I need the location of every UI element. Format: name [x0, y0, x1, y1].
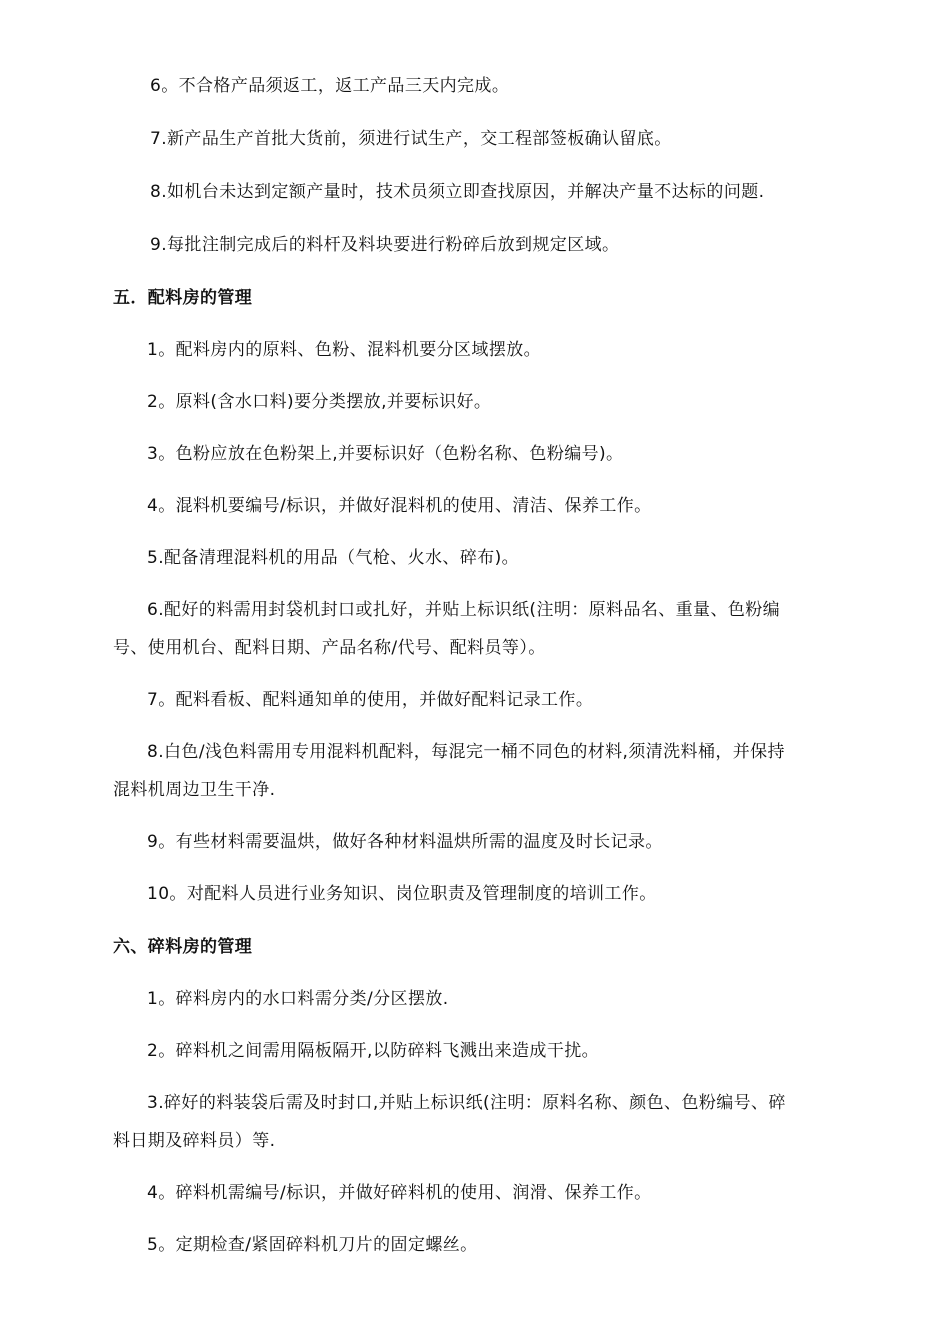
paragraph-5-3: 3。色粉应放在色粉架上,并要标识好（色粉名称、色粉编号)。	[147, 444, 624, 464]
paragraph-5-6-line-1: 6.配好的料需用封袋机封口或扎好，并贴上标识纸(注明：原料品名、重量、色粉编	[147, 600, 781, 620]
paragraph-5-5: 5.配备清理混料机的用品（气枪、火水、碎布)。	[147, 548, 520, 568]
paragraph-5-7: 7。配料看板、配料通知单的使用，并做好配料记录工作。	[147, 690, 594, 710]
paragraph-5-8-line-1: 8.白色/浅色料需用专用混料机配料，每混完一桶不同色的材料,须清洗料桶，并保持	[147, 742, 785, 762]
paragraph-6-3-line-2: 料日期及碎料员）等.	[113, 1131, 276, 1151]
paragraph-6-1: 1。碎料房内的水口料需分类/分区摆放.	[147, 989, 449, 1009]
section-5-heading: 五．配料房的管理	[113, 288, 253, 308]
paragraph-5-9: 9。有些材料需要温烘，做好各种材料温烘所需的温度及时长记录。	[147, 832, 663, 852]
paragraph-5-8-line-2: 混料机周边卫生干净.	[113, 780, 276, 800]
paragraph-4-8: 8.如机台未达到定额产量时，技术员须立即查找原因，并解决产量不达标的问题.	[150, 182, 765, 202]
paragraph-4-6: 6。不合格产品须返工，返工产品三天内完成。	[150, 76, 510, 96]
paragraph-6-5: 5。定期检查/紧固碎料机刀片的固定螺丝。	[147, 1235, 478, 1255]
paragraph-4-7: 7.新产品生产首批大货前，须进行试生产，交工程部签板确认留底。	[150, 129, 672, 149]
paragraph-6-4: 4。碎料机需编号/标识，并做好碎料机的使用、润滑、保养工作。	[147, 1183, 652, 1203]
paragraph-5-1: 1。配料房内的原料、色粉、混料机要分区域摆放。	[147, 340, 542, 360]
paragraph-5-2: 2。原料(含水口料)要分类摆放,并要标识好。	[147, 392, 492, 412]
section-6-heading: 六、碎料房的管理	[113, 937, 253, 957]
paragraph-5-6-line-2: 号、使用机台、配料日期、产品名称/代号、配料员等）。	[113, 638, 546, 658]
paragraph-6-3-line-1: 3.碎好的料装袋后需及时封口,并贴上标识纸(注明：原料名称、颜色、色粉编号、碎	[147, 1093, 786, 1113]
paragraph-6-2: 2。碎料机之间需用隔板隔开,以防碎料飞溅出来造成干扰。	[147, 1041, 600, 1061]
paragraph-5-10: 10。对配料人员进行业务知识、岗位职责及管理制度的培训工作。	[147, 884, 657, 904]
paragraph-5-4: 4。混料机要编号/标识，并做好混料机的使用、清洁、保养工作。	[147, 496, 652, 516]
paragraph-4-9: 9.每批注制完成后的料杆及料块要进行粉碎后放到规定区域。	[150, 235, 620, 255]
